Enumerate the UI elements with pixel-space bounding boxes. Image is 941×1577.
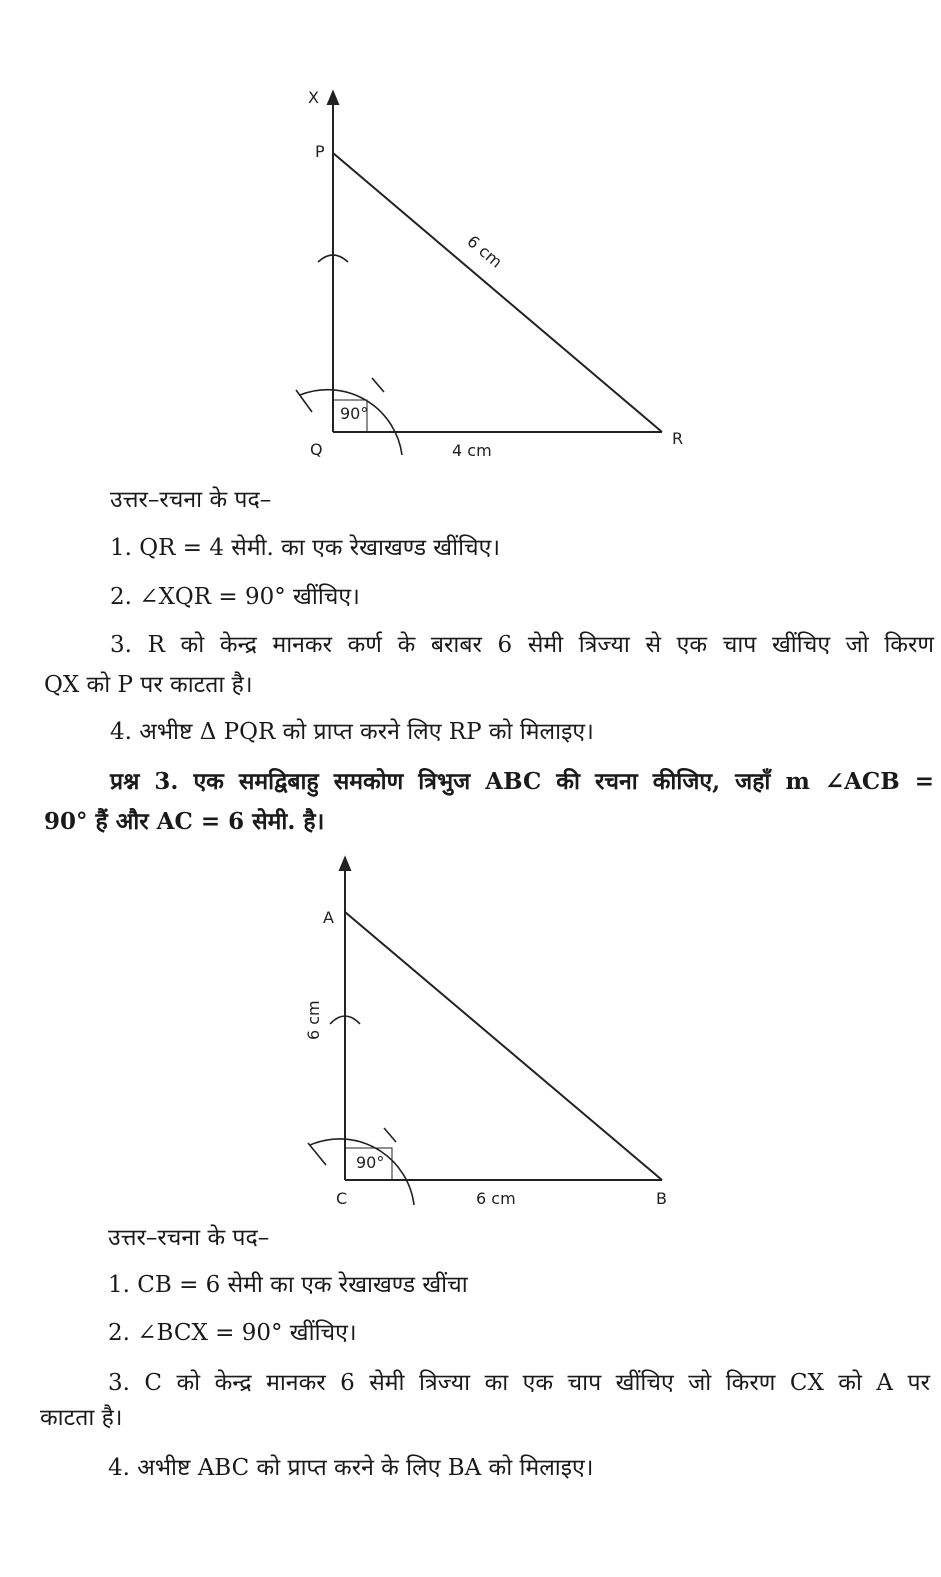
steps-heading: उत्तर–रचना के पद– — [110, 487, 272, 513]
label-x: X — [308, 88, 319, 107]
label-qr-length: 4 cm — [452, 441, 492, 460]
label-pr-length: 6 cm — [463, 231, 507, 272]
label-q: Q — [310, 440, 323, 459]
label-angle: 90° — [340, 404, 369, 423]
figure-triangle-pqr — [296, 92, 662, 455]
step-2: 2. ∠XQR = 90° खींचिए। — [110, 584, 360, 610]
arc-cross-top — [384, 1128, 396, 1142]
steps-heading-2: उत्तर–रचना के पद– — [108, 1225, 270, 1251]
step-3-line1: 3. R को केन्द्र मानकर कर्ण के बराबर 6 सेमी त्रिज्या से एक चाप खींचिए जो किरण — [110, 632, 934, 658]
step-2-3-line2: काटता है। — [40, 1405, 123, 1431]
step-1: 1. QR = 4 सेमी. का एक रेखाखण्ड खींचिए। — [110, 535, 501, 561]
arc-cross-top — [372, 378, 384, 392]
label-r: R — [672, 429, 684, 448]
label-c: C — [336, 1189, 348, 1208]
arrowhead-cx — [340, 858, 350, 870]
question-3-line1: प्रश्न 3. एक समद्विबाहु समकोण त्रिभुज ABC की रचना कीजिए, जहाँ m ∠ACB = — [110, 768, 934, 795]
step-2-2: 2. ∠BCX = 90° खींचिए। — [108, 1320, 357, 1346]
label-cb-length: 6 cm — [476, 1189, 516, 1208]
step-2-4: 4. अभीष्ट ABC को प्राप्त करने के लिए BA को मिलाइए। — [108, 1455, 594, 1481]
arc-cross-left — [308, 1143, 326, 1165]
step-3-line2: QX को P पर काटता है। — [44, 672, 253, 698]
label-angle: 90° — [356, 1153, 385, 1172]
label-a: A — [323, 908, 334, 927]
label-b: B — [656, 1189, 667, 1208]
step-2-1: 1. CB = 6 सेमी का एक रेखाखण्ड खींचा — [108, 1272, 468, 1298]
question-3-line2: 90° हैं और AC = 6 सेमी. है। — [44, 808, 325, 835]
step-4: 4. अभीष्ट Δ PQR को प्राप्त करने लिए RP को मिलाइए। — [110, 719, 594, 745]
label-ca-length: 6 cm — [304, 1000, 323, 1040]
segment-ba — [345, 912, 662, 1180]
step-2-3-line1: 3. C को केन्द्र मानकर 6 सेमी त्रिज्या का एक चाप खींचिए जो किरण CX को A पर — [108, 1370, 930, 1396]
arrowhead-x — [328, 92, 338, 104]
label-p: P — [315, 142, 325, 161]
